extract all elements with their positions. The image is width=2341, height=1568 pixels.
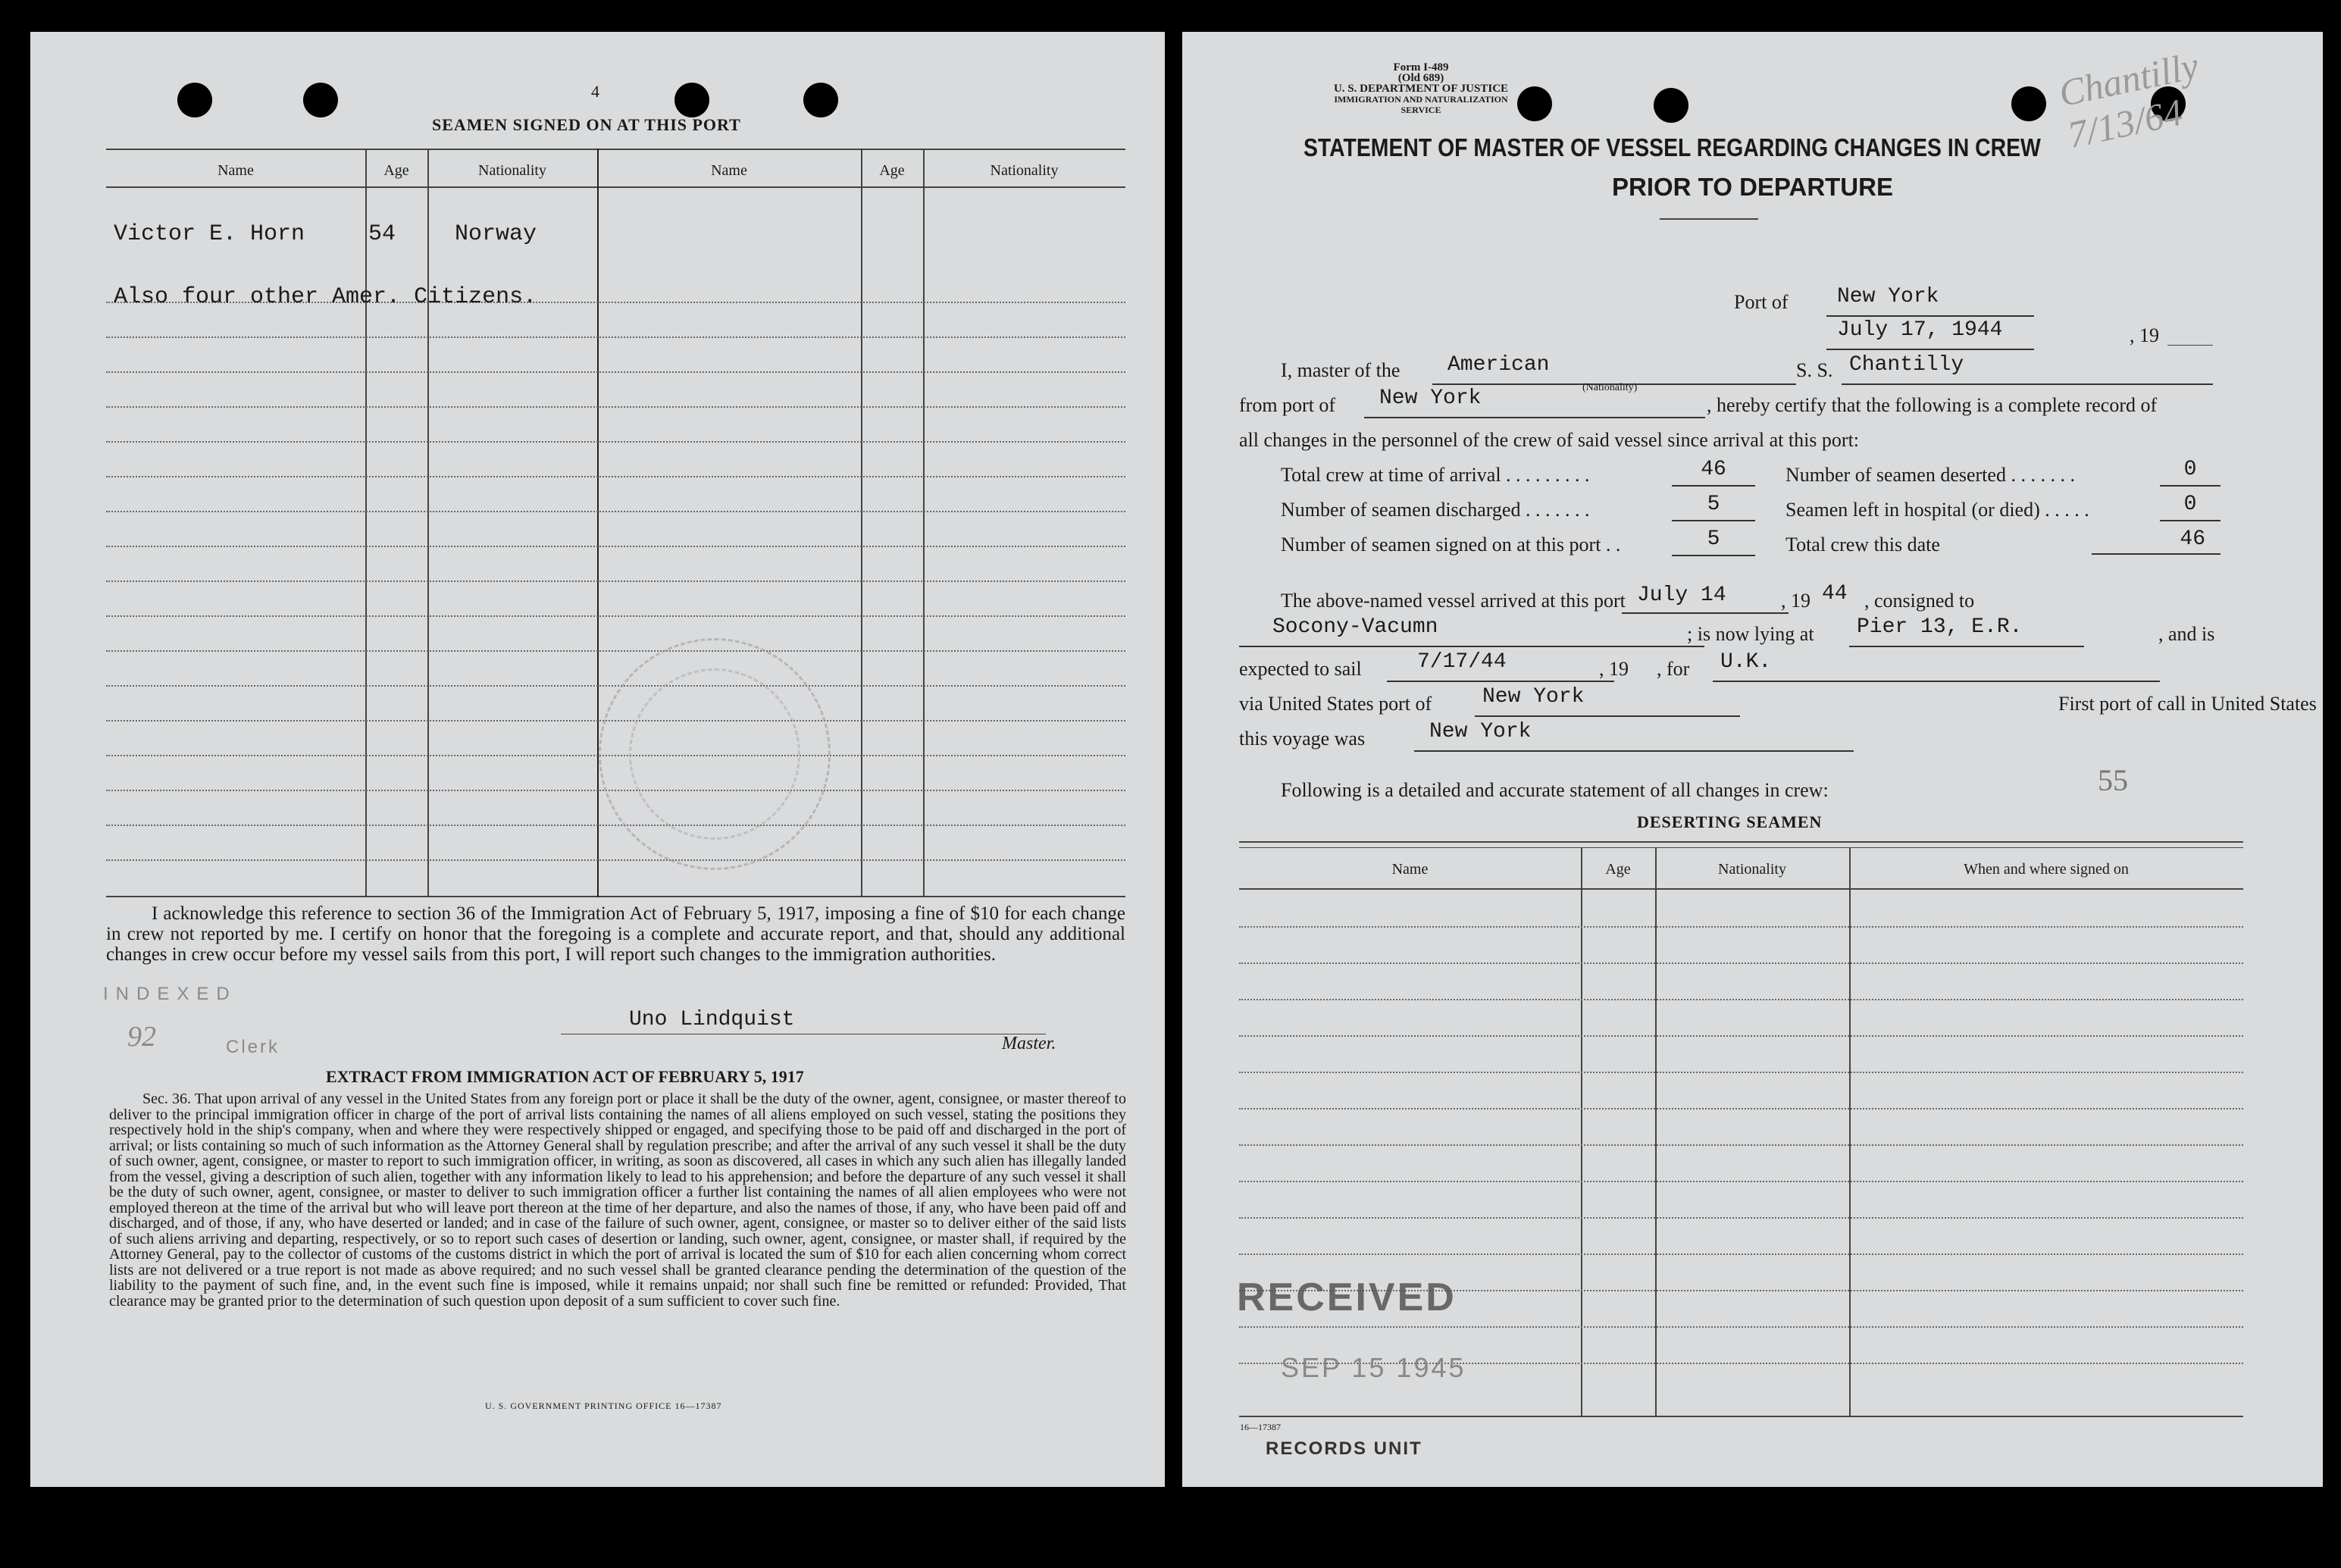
punch-hole bbox=[803, 83, 838, 117]
table-bottom-rule bbox=[106, 896, 1125, 897]
for-value: U.K. bbox=[1713, 650, 2160, 682]
row-rule bbox=[106, 476, 1125, 477]
vessel-name: Chantilly bbox=[1842, 353, 2213, 385]
title-rule bbox=[1660, 218, 1758, 220]
punch-hole bbox=[674, 83, 709, 117]
additional-note: Also four other Amer. Citizens. bbox=[114, 284, 537, 310]
consignee-value: Socony-Vacumn bbox=[1239, 615, 1704, 647]
arrived-year-prefix: , 19 bbox=[1781, 590, 1811, 612]
stat-label-total-today: Total crew this date bbox=[1785, 534, 1940, 556]
col-header-age: Age bbox=[383, 162, 409, 179]
voyage-label: this voyage was bbox=[1239, 728, 1366, 750]
col-header-age: Age bbox=[879, 162, 905, 179]
table-top-rule bbox=[1239, 841, 2243, 843]
row-rule bbox=[1239, 926, 2243, 928]
via-label: via United States port of bbox=[1239, 693, 1432, 715]
extract-title: EXTRACT FROM IMMIGRATION ACT OF FEBRUARY 5, 1917 bbox=[326, 1067, 804, 1086]
row-rule bbox=[1239, 1253, 2243, 1255]
row-rule bbox=[1239, 1217, 2243, 1219]
form-title: STATEMENT OF MASTER OF VESSEL REGARDING CHANGES IN CREW bbox=[1304, 133, 2041, 161]
table-top-rule bbox=[106, 149, 1125, 150]
ss-label: S. S. bbox=[1796, 359, 1833, 381]
stat-label-deserted: Number of seamen deserted . . . . . . . bbox=[1785, 464, 2075, 486]
nationality-caption: (Nationality) bbox=[1582, 382, 1638, 393]
circular-stamp-inner bbox=[629, 668, 800, 840]
port-label: Port of bbox=[1734, 291, 1789, 313]
col-header-nationality: Nationality bbox=[478, 162, 546, 179]
extract-text: Sec. 36. That upon arrival of any vessel in the United States from any foreign port or place it shall be the duty of the owner, agent, consignee, or master thereof to deliver to the principal immigration officer in charge of the port of arrival lists containing the names of all aliens employed on such vessel, stating the positions they respectively hold in the ship's company, when and where they were respectively shipped or engaged, and specifying those to be paid off and discharged in the port of arrival; or lists containing so much of such information as the Attorney General shall by regulation prescribe; and after the arrival of any such vessel it shall be the duty of such owner, agent, consignee, or master to report to such immigration officer, in writing, as soon as discovered, all cases in which any such alien has illegally landed from the vessel, giving a description of such alien, together with any information likely to lead to his apprehension; and before the departure of any such vessel it shall be the duty of such owner, agent, consignee, or master to deliver to such immigration officer a further list containing the names of all alien employees who were not employed thereon at the time of the arrival but who will leave port thereon at the time of her departure, and also the names of those, if any, who have been paid off and discharged, and of those, if any, who have deserted or landed; and in case of the failure of such owner, agent, consignee, or master so to deliver either of the said lists of such aliens arriving and departing, respectively, or so to report such cases of desertion or landing, such owner, agent, consignee, or master shall, if required by the Attorney General, pay to the collector of customs of the customs district in which the port of arrival is located the sum of $10 for each alien concerning whom correct lists are not delivered or a true report is not made as above required; and no such vessel shall be granted clearance pending the determination of the question of the liability to the payment of such fine, and, in the event such fine is imposed, while it remains unpaid; nor shall such fine be remitted or refunded: Provided, That clearance may be granted prior to the determination of such question upon deposit of a sum sufficient to cover such fine. bbox=[109, 1091, 1126, 1310]
col-header-name: Name bbox=[711, 162, 747, 179]
row-rule bbox=[106, 336, 1125, 338]
following-text: Following is a detailed and accurate statement of all changes in crew: bbox=[1281, 779, 1829, 801]
date-value: July 17, 1944 bbox=[1826, 318, 2034, 350]
form-subtitle: PRIOR TO DEPARTURE bbox=[1612, 173, 1893, 201]
from-port-value: New York bbox=[1364, 387, 1705, 418]
row-rule bbox=[106, 581, 1125, 582]
stat-arrival: 46 bbox=[1672, 458, 1755, 487]
certify-text-2: all changes in the personnel of the crew of said vessel since arrival at this port: bbox=[1239, 429, 1860, 451]
date-suffix: , 19 bbox=[2130, 324, 2159, 346]
stat-label-discharged: Number of seamen discharged . . . . . . . bbox=[1281, 499, 1590, 521]
row-rule bbox=[1239, 1108, 2243, 1109]
col-divider bbox=[923, 149, 925, 897]
from-port-label: from port of bbox=[1239, 394, 1336, 416]
row-rule bbox=[1239, 962, 2243, 964]
voyage-value: New York bbox=[1414, 720, 1854, 752]
col-divider bbox=[597, 149, 599, 897]
punch-hole bbox=[1517, 86, 1552, 121]
row-rule bbox=[1239, 1072, 2243, 1073]
table-header-rule bbox=[106, 186, 1125, 188]
records-unit-stamp: RECORDS UNIT bbox=[1266, 1438, 1422, 1459]
footer-code: 16—17387 bbox=[1240, 1422, 1281, 1432]
master-signature: Uno Lindquist bbox=[629, 1008, 795, 1031]
seaman-nationality: Norway bbox=[455, 221, 537, 247]
clerk-number: 92 bbox=[127, 1021, 156, 1053]
seaman-age: 54 bbox=[368, 221, 396, 247]
count-mark: 55 bbox=[2098, 763, 2128, 797]
row-rule bbox=[106, 441, 1125, 443]
punch-hole bbox=[1654, 88, 1688, 123]
row-rule bbox=[1239, 1144, 2243, 1146]
row-rule bbox=[106, 406, 1125, 408]
year-line bbox=[2167, 345, 2213, 346]
row-rule bbox=[1239, 1326, 2243, 1328]
col-divider bbox=[365, 149, 367, 897]
right-page bbox=[1182, 32, 2323, 1487]
expected-value: 7/17/44 bbox=[1387, 650, 1614, 682]
table-top-rule-2 bbox=[1239, 847, 2243, 848]
stat-label-signed-on: Number of seamen signed on at this port . . bbox=[1281, 534, 1621, 556]
stat-deserted: 0 bbox=[2160, 458, 2221, 487]
arrived-value: July 14 bbox=[1622, 584, 1789, 614]
stat-total-today: 46 bbox=[2092, 527, 2221, 555]
clerk-label: Clerk bbox=[226, 1037, 280, 1057]
expected-19: , 19 bbox=[1599, 658, 1629, 680]
arrived-label: The above-named vessel arrived at this port bbox=[1281, 590, 1626, 612]
stat-signed-on: 5 bbox=[1672, 527, 1755, 556]
printing-office: U. S. GOVERNMENT PRINTING OFFICE 16—17387 bbox=[485, 1401, 722, 1411]
row-rule bbox=[1239, 1181, 2243, 1182]
stat-discharged: 5 bbox=[1672, 493, 1755, 521]
deserting-col-age: Age bbox=[1605, 861, 1631, 878]
form-old: (Old 689) bbox=[1397, 72, 1444, 84]
punch-hole bbox=[303, 83, 338, 117]
row-rule bbox=[1239, 999, 2243, 1000]
acknowledgment-text: I acknowledge this reference to section 36 of the Immigration Act of February 5, 1917, imposing a fine of $10 for each change in crew not reported by me. I certify on honor that the foregoing is a complete and accurate report, and that, should any additional changes in crew occur before my vessel sails from this port, I will report such changes to the immigration authorities. bbox=[106, 903, 1125, 965]
arrived-year: 44 bbox=[1822, 582, 1848, 606]
row-rule bbox=[106, 615, 1125, 617]
for-label: , for bbox=[1657, 658, 1690, 680]
and-is-label: , and is bbox=[2158, 623, 2215, 645]
col-header-name: Name bbox=[218, 162, 254, 179]
consigned-label: , consigned to bbox=[1864, 590, 1975, 612]
seaman-name: Victor E. Horn bbox=[114, 221, 305, 247]
punch-hole bbox=[2011, 86, 2046, 121]
left-page bbox=[30, 32, 1165, 1487]
row-rule bbox=[106, 685, 1125, 687]
port-value: New York bbox=[1826, 285, 2034, 317]
deserting-col-name: Name bbox=[1391, 861, 1429, 878]
received-date: SEP 15 1945 bbox=[1281, 1352, 1466, 1383]
col-divider bbox=[1581, 847, 1582, 1416]
deserting-col-nationality: Nationality bbox=[1718, 861, 1786, 878]
first-port-label: First port of call in United States bbox=[2058, 693, 2317, 715]
stat-hospital: 0 bbox=[2160, 493, 2221, 521]
service: IMMIGRATION AND NATURALIZATION SERVICE bbox=[1334, 94, 1508, 115]
col-divider bbox=[427, 149, 429, 897]
stat-label-arrival: Total crew at time of arrival . . . . . . . . . bbox=[1281, 464, 1590, 486]
col-divider bbox=[1849, 847, 1851, 1416]
col-divider bbox=[1655, 847, 1657, 1416]
certify-text: , hereby certify that the following is a complete record of bbox=[1707, 394, 2158, 416]
via-value: New York bbox=[1475, 685, 1740, 717]
section-title: SEAMEN SIGNED ON AT THIS PORT bbox=[432, 115, 741, 134]
received-stamp: RECEIVED bbox=[1237, 1275, 1457, 1319]
row-rule bbox=[106, 825, 1125, 826]
row-rule bbox=[106, 546, 1125, 547]
handwritten-note: Chantilly 7/13/64 bbox=[2055, 43, 2202, 157]
deserting-col-signed-on: When and where signed on bbox=[1964, 861, 2129, 878]
master-label: Master. bbox=[1002, 1034, 1056, 1053]
table-bottom-rule bbox=[1239, 1416, 2243, 1417]
row-rule bbox=[106, 511, 1125, 512]
punch-hole bbox=[177, 83, 212, 117]
page-number: 4 bbox=[591, 82, 599, 101]
row-rule bbox=[106, 650, 1125, 652]
row-rule bbox=[106, 371, 1125, 373]
lying-value: Pier 13, E.R. bbox=[1849, 615, 2084, 647]
deserting-title: DESERTING SEAMEN bbox=[1637, 812, 1823, 831]
form-header bbox=[1326, 62, 1516, 115]
row-rule bbox=[1239, 1035, 2243, 1037]
stat-label-hospital: Seamen left in hospital (or died) . . . . . bbox=[1785, 499, 2089, 521]
nationality-value: American bbox=[1432, 353, 1796, 385]
department: U. S. DEPARTMENT OF JUSTICE bbox=[1333, 83, 1509, 95]
col-header-nationality: Nationality bbox=[990, 162, 1059, 179]
expected-label: expected to sail bbox=[1239, 658, 1362, 680]
lying-label: ; is now lying at bbox=[1687, 623, 1814, 645]
master-of-label: I, master of the bbox=[1281, 359, 1401, 381]
form-number: Form I-489 bbox=[1393, 61, 1449, 74]
indexed-stamp: INDEXED bbox=[103, 984, 237, 1004]
row-rule bbox=[106, 859, 1125, 861]
col-divider bbox=[861, 149, 862, 897]
table-header-rule bbox=[1239, 888, 2243, 890]
